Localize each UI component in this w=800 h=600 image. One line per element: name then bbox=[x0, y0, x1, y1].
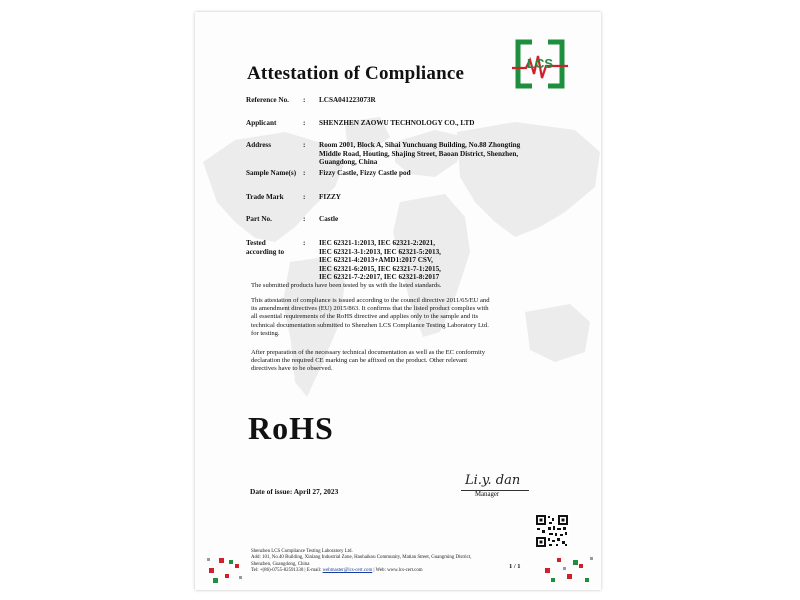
footer-line: Add: 101, No.40 Building, Xinlang Industrial Zone, Haohaikou Community, Matian Street, Guangming District, bbox=[251, 555, 472, 561]
colon: : bbox=[303, 169, 306, 177]
applicant-value: SHENZHEN ZAOWU TECHNOLOGY CO., LTD bbox=[319, 119, 475, 127]
footer-contact-prefix: Tel: +(86)-0755-82591330 | E-mail: bbox=[251, 567, 323, 573]
colon: : bbox=[303, 193, 306, 201]
certificate-page bbox=[195, 12, 601, 590]
part-no-label: Part No. bbox=[246, 215, 272, 223]
standards-list bbox=[319, 239, 559, 282]
paragraph-line: its amendment directives (EU) 2015/863. It confirms that the listed product complies with bbox=[251, 305, 489, 313]
tested-according-label bbox=[246, 239, 284, 257]
colon: : bbox=[303, 215, 306, 223]
paragraph-line: After preparation of the necessary technical documentation as well as the EC conformity bbox=[251, 349, 485, 356]
lcs-logo-icon bbox=[512, 38, 568, 94]
trade-mark-label: Trade Mark bbox=[246, 193, 284, 201]
colon: : bbox=[303, 119, 306, 127]
address-line: Guangdong, China bbox=[319, 158, 378, 167]
tested-label-line: Tested bbox=[246, 239, 266, 247]
paragraph-line: The submitted products have been tested by us with the listed standards. bbox=[251, 282, 442, 289]
manager-signature bbox=[461, 464, 531, 490]
footer-email-link[interactable]: webmaster@lcs-cert.com bbox=[322, 567, 373, 573]
reference-label: Reference No. bbox=[246, 96, 289, 104]
paragraph-line: directives have to be observed. bbox=[251, 365, 333, 373]
paragraph-tested bbox=[251, 282, 541, 290]
paragraph-line: This attestation of compliance is issued according to the council directive 2011/65/EU and bbox=[251, 297, 490, 304]
footer-web: | Web: www.lcs-cert.com bbox=[372, 567, 423, 573]
paragraph-line: technical documentation submitted to Shenzhen LCS Compliance Testing Laboratory Ltd. bbox=[251, 321, 489, 329]
footer-contact bbox=[251, 568, 521, 574]
qr-code-icon[interactable] bbox=[535, 514, 569, 548]
tested-label-line: according to bbox=[246, 248, 285, 256]
sample-name-label: Sample Name(s) bbox=[246, 169, 297, 177]
footer-address bbox=[251, 549, 521, 574]
trade-mark-value: FIZZY bbox=[319, 193, 341, 201]
reference-value: LCSA041223073R bbox=[319, 96, 376, 104]
footer-line: Shenzhen LCS Compliance Testing Laboratory Ltd. bbox=[251, 549, 353, 554]
paragraph-attestation bbox=[251, 297, 541, 338]
standard-line: IEC 62321-1:2013, IEC 62321-2:2021, bbox=[319, 239, 435, 247]
address-line: Middle Road, Houting, Shajing Street, Baoan District, Shenzhen, bbox=[319, 149, 519, 158]
signer-title: Manager bbox=[475, 491, 500, 498]
colon: : bbox=[303, 239, 306, 247]
sample-name-value: Fizzy Castle, Fizzy Castle pod bbox=[319, 169, 411, 177]
paragraph-ce-marking bbox=[251, 349, 541, 374]
paragraph-line: declaration the required CE marking can be affixed on the product. Other relevant bbox=[251, 357, 468, 365]
rohs-mark: RoHS bbox=[248, 410, 334, 446]
paragraph-line: for testing. bbox=[251, 329, 280, 337]
page-number: 1 / 1 bbox=[509, 563, 521, 570]
colon: : bbox=[303, 141, 306, 149]
applicant-label: Applicant bbox=[246, 119, 277, 127]
colon: : bbox=[303, 96, 306, 104]
standard-line: IEC 62321-7-2:2017, IEC 62321-8:2017 bbox=[319, 273, 440, 282]
logo-text: LCS bbox=[527, 56, 553, 71]
paragraph-line: all essential requirements of the RoHS directive and applies only to the sample and its bbox=[251, 313, 479, 321]
document-title: Attestation of Compliance bbox=[247, 63, 465, 84]
standard-line: IEC 62321-6:2015, IEC 62321-7-1:2015, bbox=[319, 264, 441, 273]
signature-text: Li.y. dan bbox=[465, 473, 521, 488]
address-label: Address bbox=[246, 141, 272, 149]
address-value bbox=[319, 141, 559, 167]
part-no-value: Castle bbox=[319, 215, 339, 223]
footer-line: Shenzhen, Guangdong, China bbox=[251, 561, 310, 567]
standard-line: IEC 62321-3-1:2013, IEC 62321-5:2013, bbox=[319, 247, 441, 256]
standard-line: IEC 62321-4:2013+AMD1:2017 CSV, bbox=[319, 256, 433, 265]
issue-date: Date of issue: April 27, 2023 bbox=[250, 487, 339, 496]
address-line: Room 2001, Block A, Sihai Yunchuang Building, No.88 Zhongting bbox=[319, 141, 521, 149]
